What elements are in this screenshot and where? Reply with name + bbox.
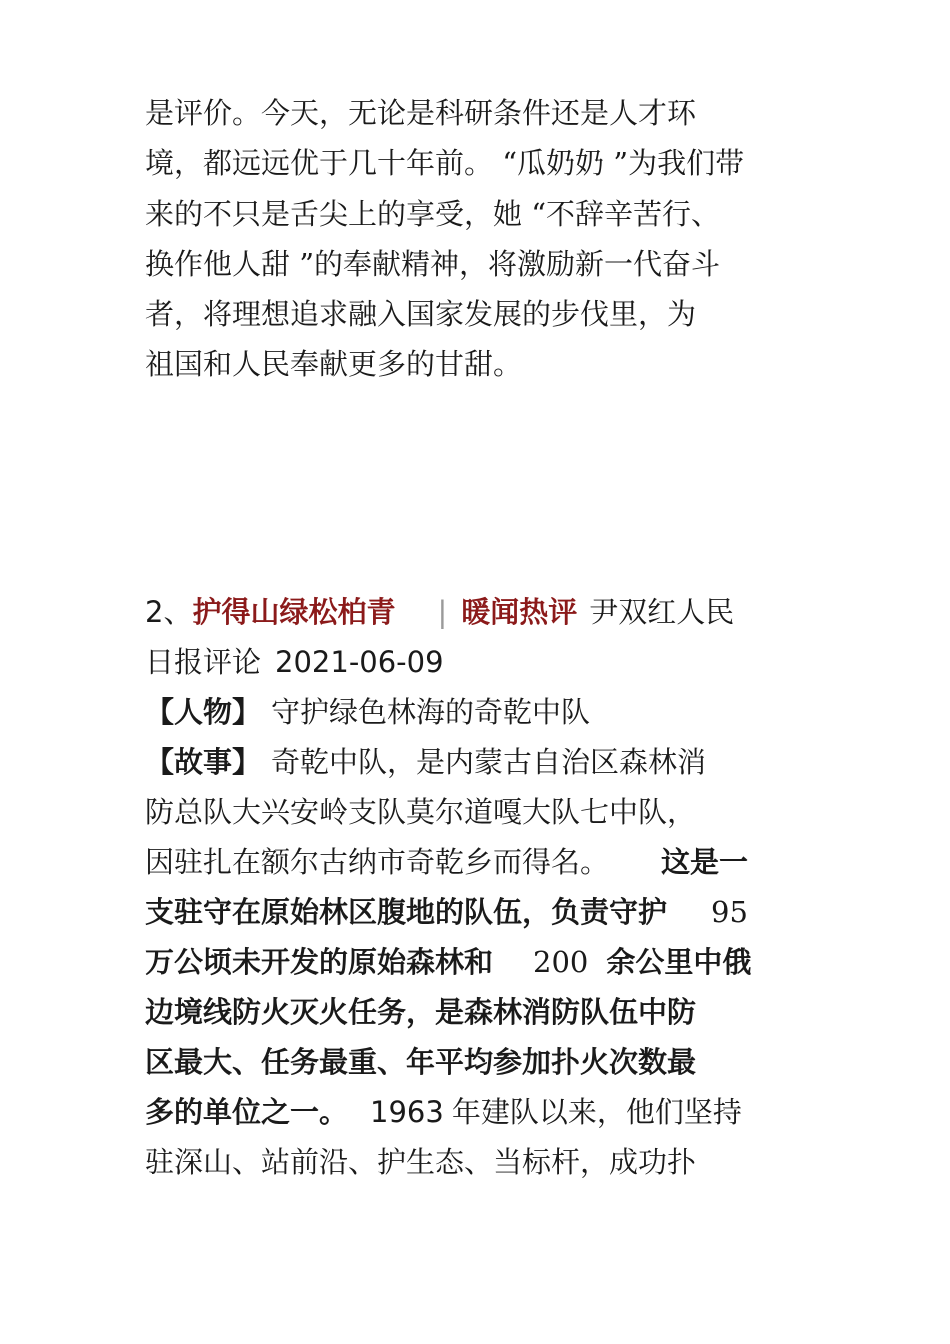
paragraph-line: 是评价。今天，无论是科研条件还是人才环 <box>145 96 697 130</box>
article-number: 2、 <box>145 595 193 629</box>
story-number: 95 <box>711 895 748 929</box>
story-emphasis: 这是一 <box>661 845 749 879</box>
author-line: 尹双红人民 <box>589 595 735 629</box>
story-label: 【故事】 <box>145 745 262 779</box>
story-line: 防总队大兴安岭支队莫尔道嘎大队七中队， <box>145 795 697 829</box>
story-emphasis: 余公里中俄 <box>606 945 752 979</box>
story-emphasis: 多的单位之一。 <box>145 1095 349 1129</box>
story-number: 1963 <box>370 1095 444 1129</box>
story-line: 驻深山、站前沿、护生态、当标杆，成功扑 <box>145 1145 697 1179</box>
story-number: 200 <box>533 945 589 979</box>
story-line <box>145 942 751 982</box>
publish-date: 2021-06-09 <box>275 645 444 679</box>
story-text: 年建队以来，他们坚持 <box>451 1095 742 1129</box>
article-byline <box>145 642 444 682</box>
source-name: 日报评论 <box>145 645 262 679</box>
story-line <box>145 892 748 932</box>
article-heading <box>145 592 734 632</box>
story-line <box>145 842 748 882</box>
person-line <box>145 692 590 732</box>
paragraph-line: 来的不只是舌尖上的享受，她 “不辞辛苦行、 <box>145 197 721 231</box>
paragraph-line: 境，都远远优于几十年前。 “瓜奶奶 ”为我们带 <box>145 146 745 180</box>
story-text: 因驻扎在额尔古纳市奇乾乡而得名。 <box>145 845 610 879</box>
story-line <box>145 742 706 782</box>
person-label: 【人物】 <box>145 695 262 729</box>
story-line: 边境线防火灭火任务，是森林消防队伍中防 <box>145 995 697 1029</box>
story-emphasis: 万公顷未开发的原始森林和 <box>145 945 494 979</box>
story-text: 奇乾中队，是内蒙古自治区森林消 <box>271 745 707 779</box>
paragraph-line: 祖国和人民奉献更多的甘甜。 <box>145 347 523 381</box>
story-line: 区最大、任务最重、年平均参加扑火次数最 <box>145 1045 697 1079</box>
paragraph-line: 者，将理想追求融入国家发展的步伐里，为 <box>145 297 697 331</box>
story-line <box>145 1092 742 1132</box>
article-title-link[interactable]: 护得山绿松柏青 <box>192 595 396 629</box>
story-emphasis: 支驻守在原始林区腹地的队伍，负责守护 <box>145 895 668 929</box>
title-separator: | <box>437 595 448 629</box>
paragraph-line: 换作他人甜 ”的奉献精神，将激励新一代奋斗 <box>145 247 721 281</box>
column-name-link[interactable]: 暖闻热评 <box>461 595 578 629</box>
person-text: 守护绿色林海的奇乾中队 <box>271 695 591 729</box>
